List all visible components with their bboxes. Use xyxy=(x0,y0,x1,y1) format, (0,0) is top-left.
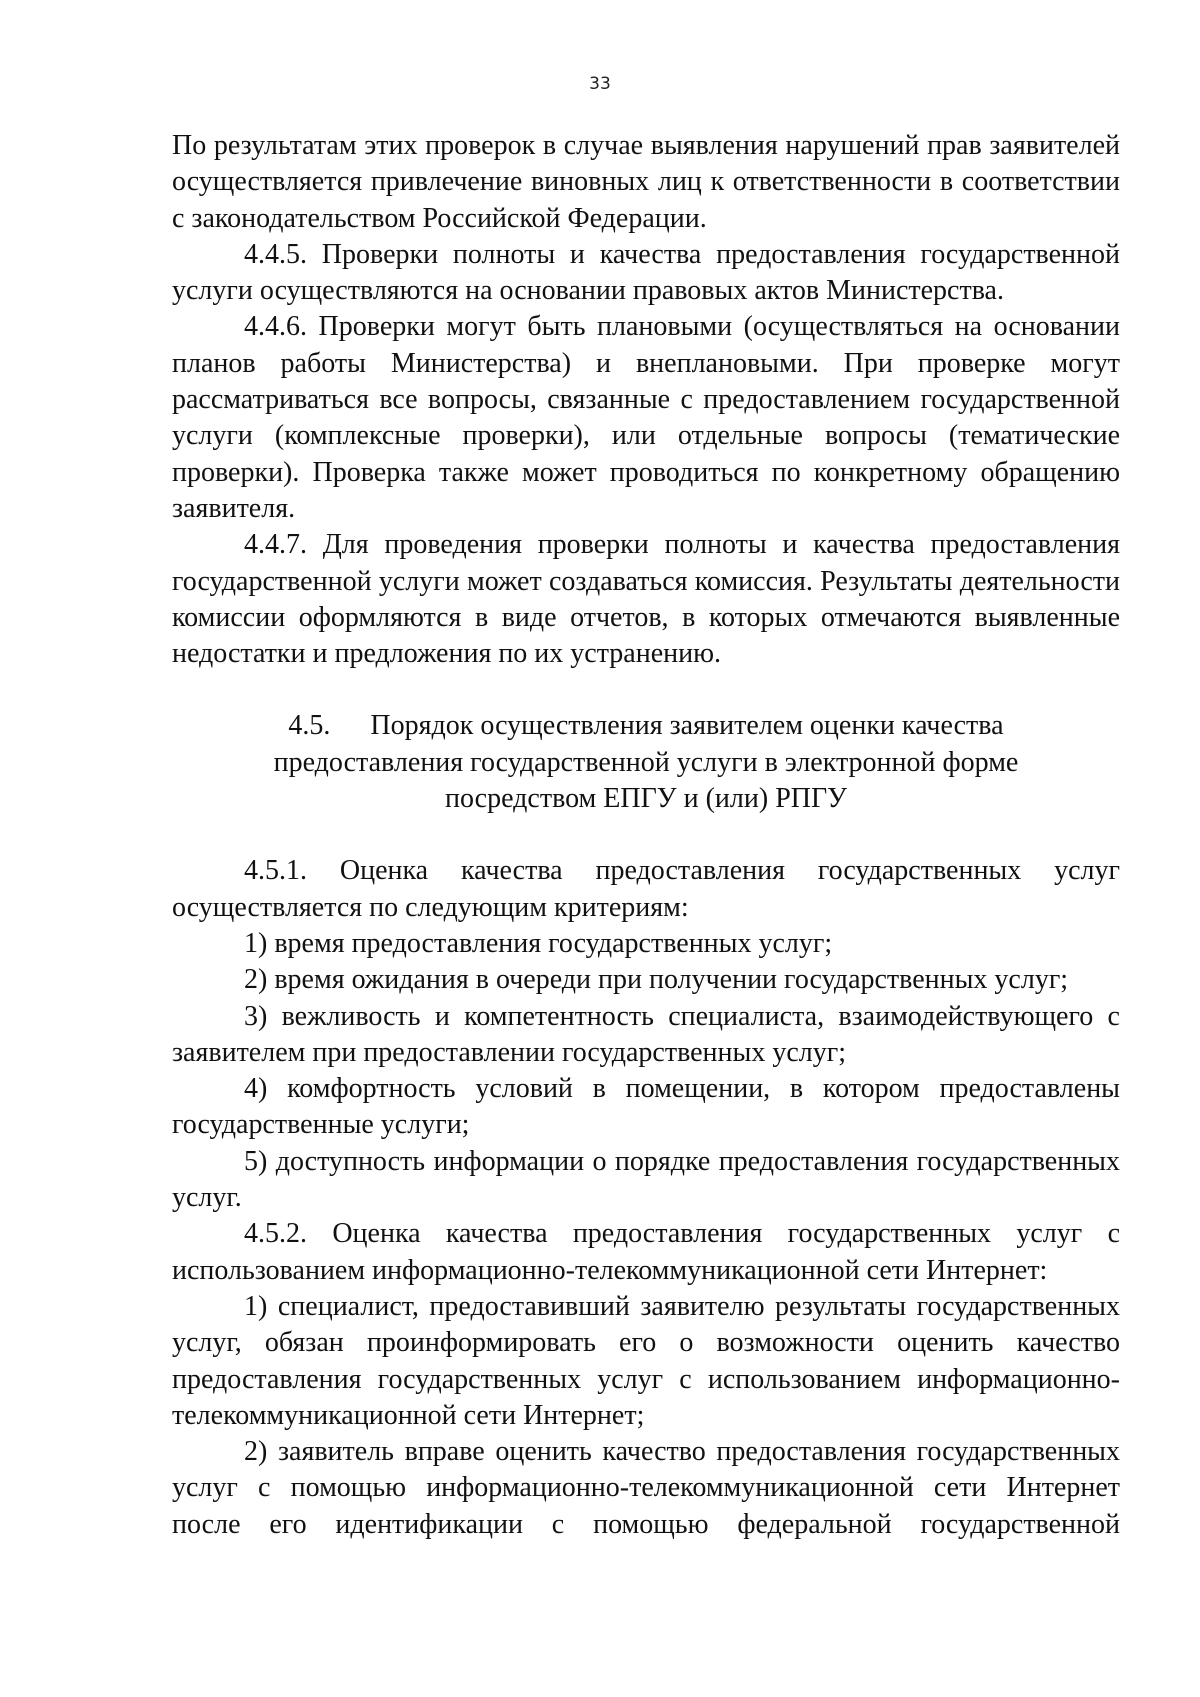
internet-rating-item: 1) специалист, предоставивший заявителю результаты государственных услуг, обязан проинформировать его о возможности оценить качество предоставления государственных услуг с использованием информационно-телекоммуникационной сети Интернет; xyxy=(172,1290,1120,1431)
paragraph-4-5-1: 4.5.1. Оценка качества предоставления государственных услуг осуществляется по следующим критериям: xyxy=(172,855,1120,923)
section-heading-line-2: предоставления государственной услуги в электронной форме xyxy=(273,746,1019,778)
internet-rating-item: 2) заявитель вправе оценить качество предоставления государственных услуг с помощью информационно-телекоммуникационной сети Интернет после его идентификации с помощью федеральной государственной xyxy=(172,1436,1120,1540)
page-number: 33 xyxy=(589,74,611,94)
section-heading-4-5 xyxy=(172,708,1120,817)
criterion-item: 3) вежливость и компетентность специалиста, взаимодействующего с заявителем при предоставлении государственных услуг; xyxy=(172,1000,1120,1068)
paragraph-4-4-6: 4.4.6. Проверки могут быть плановыми (осуществляться на основании планов работы Министерства) и внеплановыми. При проверке могут рассматриваться все вопросы, связанные с предоставлением государственной услуги (комплексные проверки), или отдельные вопросы (тематические проверки). Проверка также может проводиться по конкретному обращению заявителя. xyxy=(172,311,1120,524)
document-body xyxy=(172,128,1120,1543)
criterion-item: 1) время предоставления государственных услуг; xyxy=(244,927,833,959)
paragraph-4-5-2: 4.5.2. Оценка качества предоставления государственных услуг с использованием информационно-телекоммуникационной сети Интернет: xyxy=(172,1218,1120,1286)
paragraph-4-4-7: 4.4.7. Для проведения проверки полноты и качества предоставления государственной услуги может создаваться комиссия. Результаты деятельности комиссии оформляются в виде отчетов, в которых отмечаются выявленные недостатки и предложения по их устранению. xyxy=(172,529,1120,670)
section-heading-number: 4.5. xyxy=(288,710,331,742)
criterion-item: 5) доступность информации о порядке предоставления государственных услуг. xyxy=(172,1145,1120,1214)
paragraph-violations: По результатам этих проверок в случае выявления нарушений прав заявителей осуществляется привлечение виновных лиц к ответственности в соответствии с законодательством Российской Федерации. xyxy=(172,130,1120,234)
paragraph-4-4-5: 4.4.5. Проверки полноты и качества предоставления государственной услуги осуществляются на основании правовых актов Министерства. xyxy=(172,238,1120,307)
criterion-item: 2) время ожидания в очереди при получении государственных услуг; xyxy=(244,964,1069,996)
section-heading-line-1-text: Порядок осуществления заявителем оценки качества xyxy=(370,710,1004,742)
section-heading-line-3: посредством ЕПГУ и (или) РПГУ xyxy=(444,783,847,815)
criterion-item: 4) комфортность условий в помещении, в котором предоставлены государственные услуги; xyxy=(172,1073,1120,1141)
section-heading-line-1 xyxy=(172,708,1120,744)
